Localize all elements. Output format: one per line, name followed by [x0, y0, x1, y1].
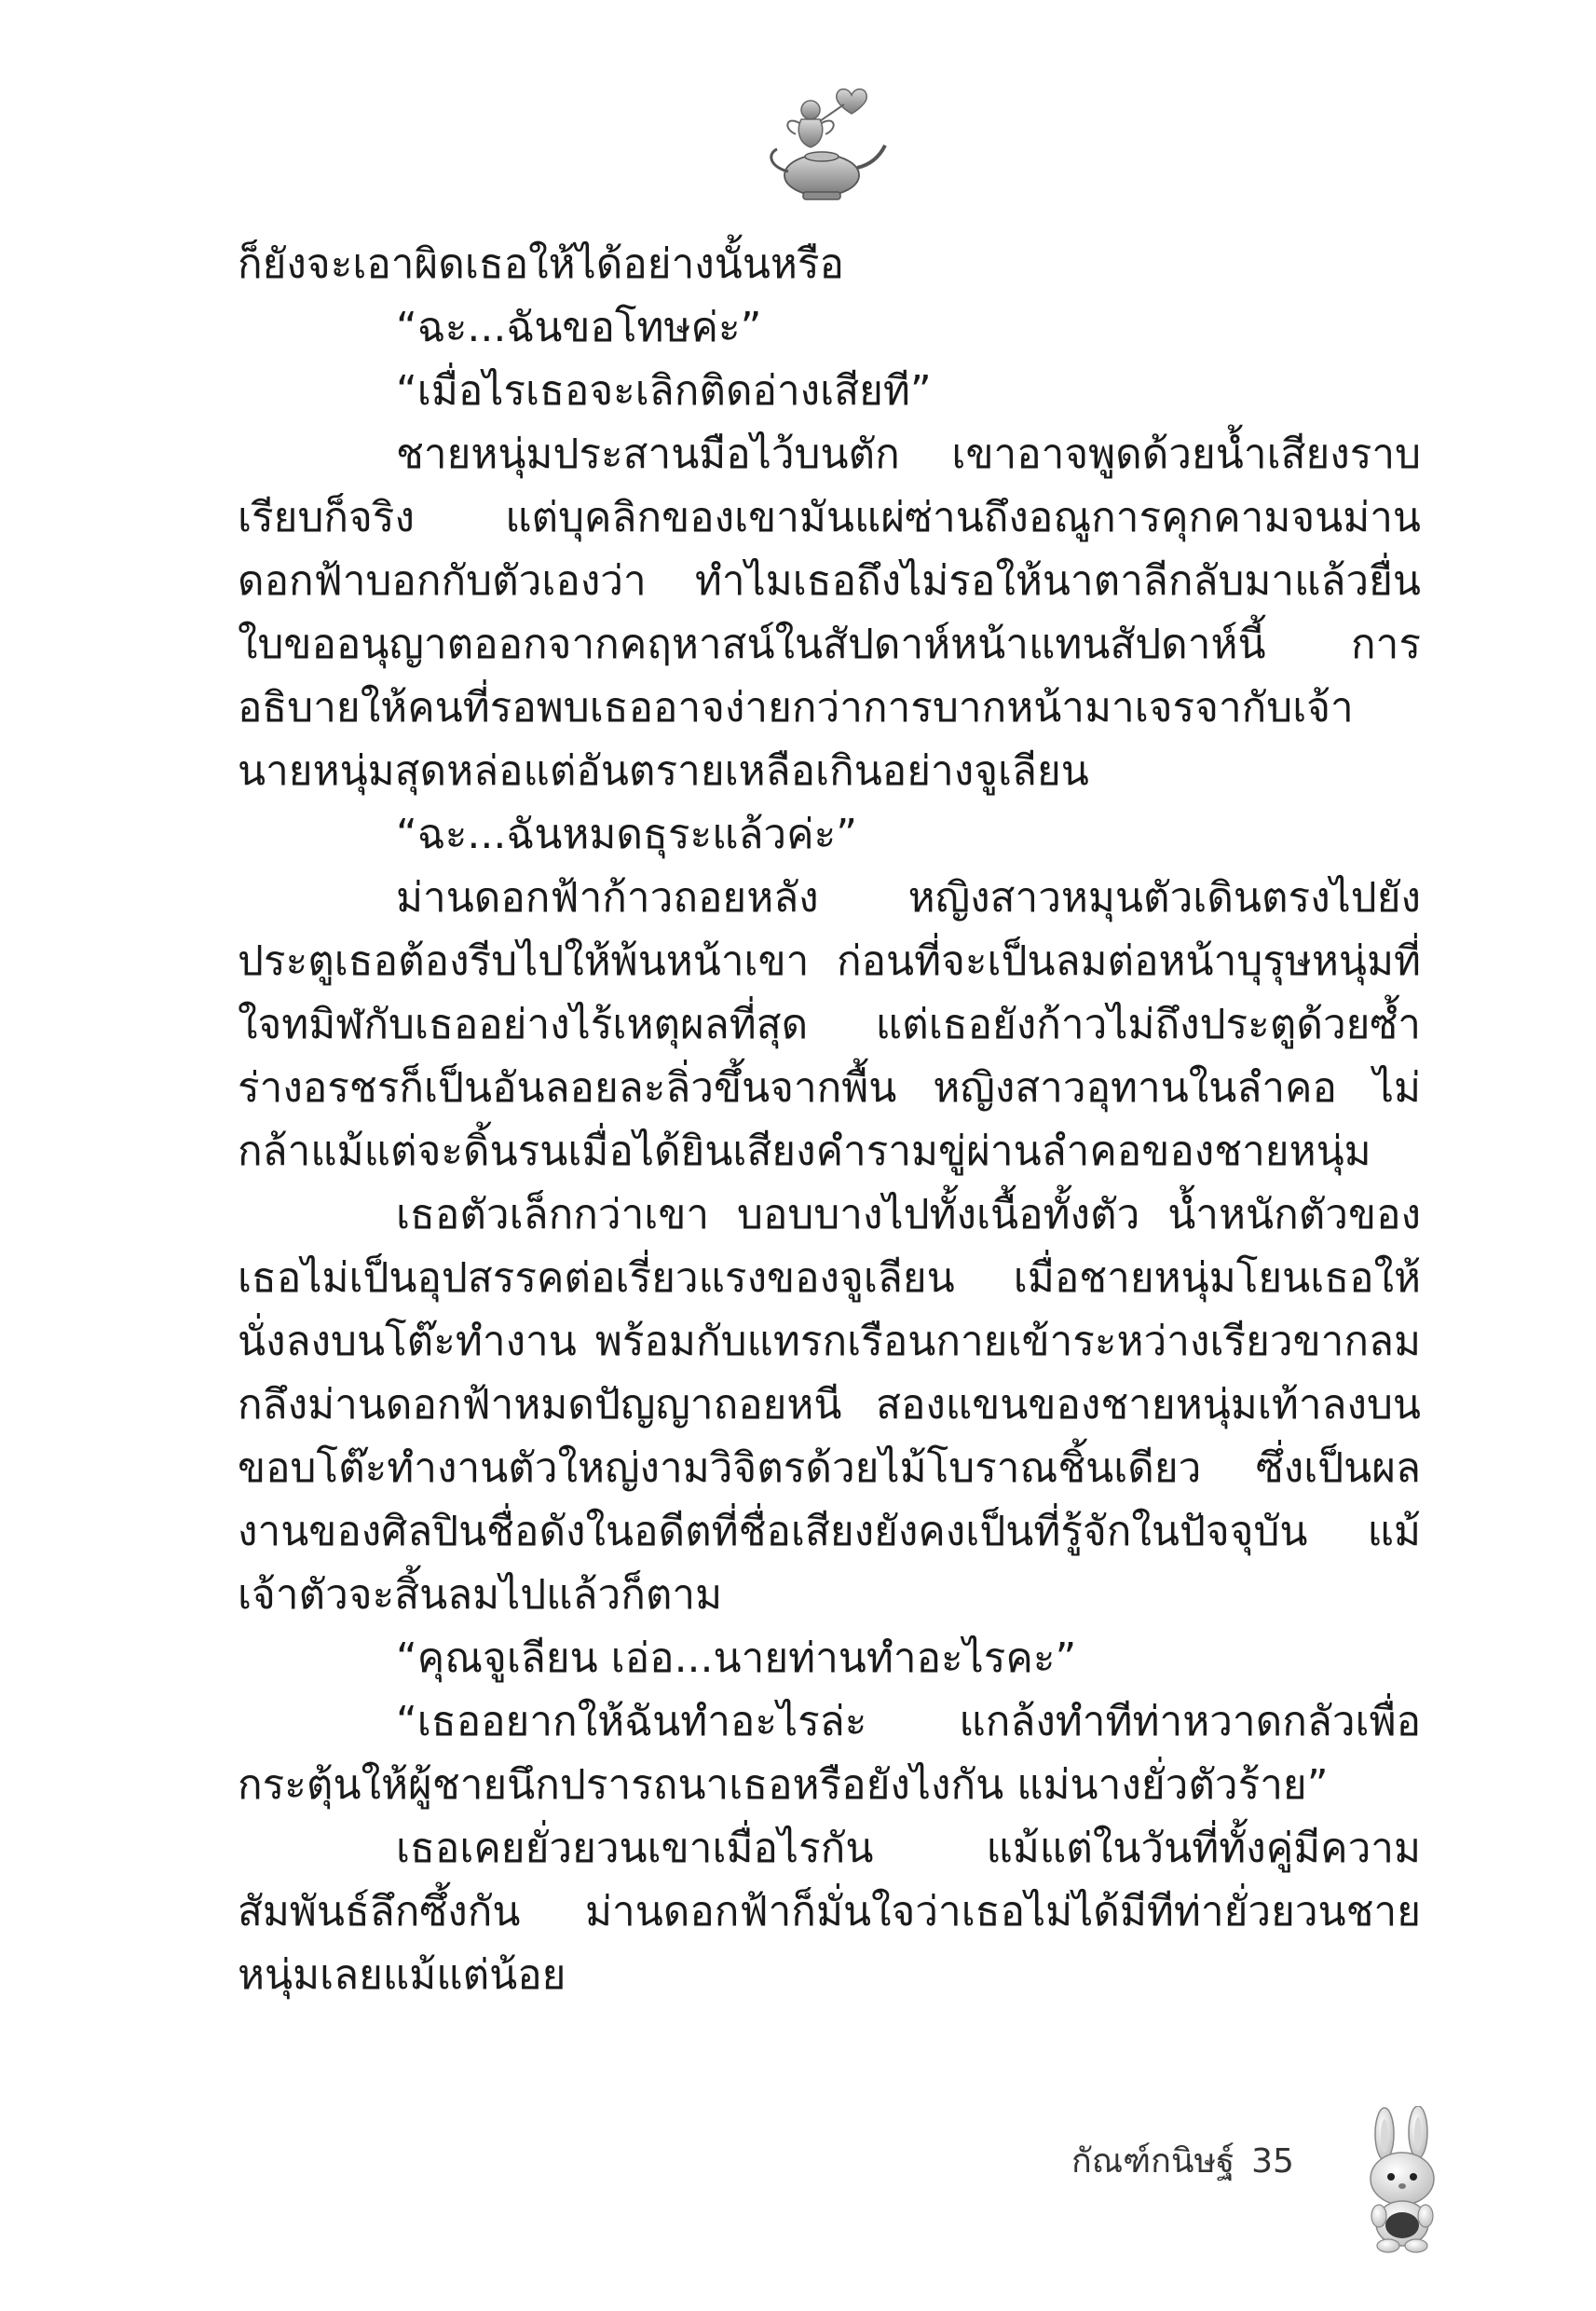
paragraph-6: ม่านดอกฟ้าก้าวถอยหลัง หญิงสาวหมุนตัวเดินตรงไปยังประตูเธอต้องรีบไปให้พ้นหน้าเขา ก่อนที่จะเป็นลมต่อหน้าบุรุษหนุ่มที่ใจทมิฬกับเธออย่างไร้เหตุผลที่สุด แต่เธอยังก้าวไม่ถึงประตูด้วยซ้ำ ร่างอรชรก็เป็นอันลอยละลิ่วขึ้นจากพื้น หญิงสาวอุทานในลำคอ ไม่กล้าแม้แต่จะดิ้นรนเมื่อได้ยินเสียงคำรามขู่ผ่านลำคอของชายหนุ่ม	[238, 874, 1421, 1175]
paragraph-9: “เธออยากให้ฉันทำอะไรล่ะ แกล้งทำทีท่าหวาดกลัวเพื่อกระตุ้นให้ผู้ชายนึกปรารถนาเธอหรือยังไงกัน แม่นางยั่วตัวร้าย”	[238, 1698, 1421, 1809]
paragraph-2: “ฉะ...ฉันขอโทษค่ะ”	[396, 304, 762, 351]
page-number: 35	[1251, 2142, 1294, 2181]
paragraph-5: “ฉะ...ฉันหมดธุระแล้วค่ะ”	[396, 811, 857, 858]
paragraph-1: ก็ยังจะเอาผิดเธอให้ได้อย่างนั้นหรือ	[238, 240, 844, 288]
body-text	[238, 233, 1421, 2007]
footer-text	[1071, 2134, 1311, 2187]
paragraph-10: เธอเคยยั่วยวนเขาเมื่อไรกัน แม้แต่ในวันที่ทั้งคู่มีความสัมพันธ์ลึกซึ้งกัน ม่านดอกฟ้าก็มั่นใจว่าเธอไม่ได้มีทีท่ายั่วยวนชายหนุ่มเลยแม้แต่น้อย	[238, 1825, 1421, 1999]
paragraph-4: ชายหนุ่มประสานมือไว้บนตัก เขาอาจพูดด้วยน้ำเสียงราบเรียบก็จริง แต่บุคลิกของเขามันแผ่ซ่านถึงอณูการคุกคามจนม่านดอกฟ้าบอกกับตัวเองว่า ทำไมเธอถึงไม่รอให้นาตาลีกลับมาแล้วยื่นใบขออนุญาตออกจากคฤหาสน์ในสัปดาห์หน้าแทนสัปดาห์นี้ การอธิบายให้คนที่รอพบเธออาจง่ายกว่าการบากหน้ามาเจรจากับเจ้านายหนุ่มสุดหล่อแต่อันตรายเหลือเกินอย่างจูเลียน	[238, 431, 1421, 795]
cupid-teapot-ornament-icon	[755, 75, 894, 214]
footer-author: กัณฑ์กนิษฐ์	[1071, 2142, 1235, 2181]
page-footer	[1071, 2106, 1463, 2274]
bunny-plush-icon	[1351, 2106, 1453, 2255]
paragraph-3: “เมื่อไรเธอจะเลิกติดอ่างเสียที”	[396, 367, 932, 415]
paragraph-7: เธอตัวเล็กกว่าเขา บอบบางไปทั้งเนื้อทั้งตัว น้ำหนักตัวของเธอไม่เป็นอุปสรรคต่อเรี่ยวแรงของจูเลียน เมื่อชายหนุ่มโยนเธอให้นั่งลงบนโต๊ะทำงาน พร้อมกับแทรกเรือนกายเข้าระหว่างเรียวขากลมกลึงม่านดอกฟ้าหมดปัญญาถอยหนี สองแขนของชายหนุ่มเท้าลงบนขอบโต๊ะทำงานตัวใหญ่งามวิจิตรด้วยไม้โบราณชิ้นเดียว ซึ่งเป็นผลงานของศิลปินชื่อดังในอดีตที่ชื่อเสียงยังคงเป็นที่รู้จักในปัจจุบัน แม้เจ้าตัวจะสิ้นลมไปแล้วก็ตาม	[238, 1191, 1421, 1619]
paragraph-8: “คุณจูเลียน เอ่อ...นายท่านทำอะไรคะ”	[396, 1634, 1077, 1682]
